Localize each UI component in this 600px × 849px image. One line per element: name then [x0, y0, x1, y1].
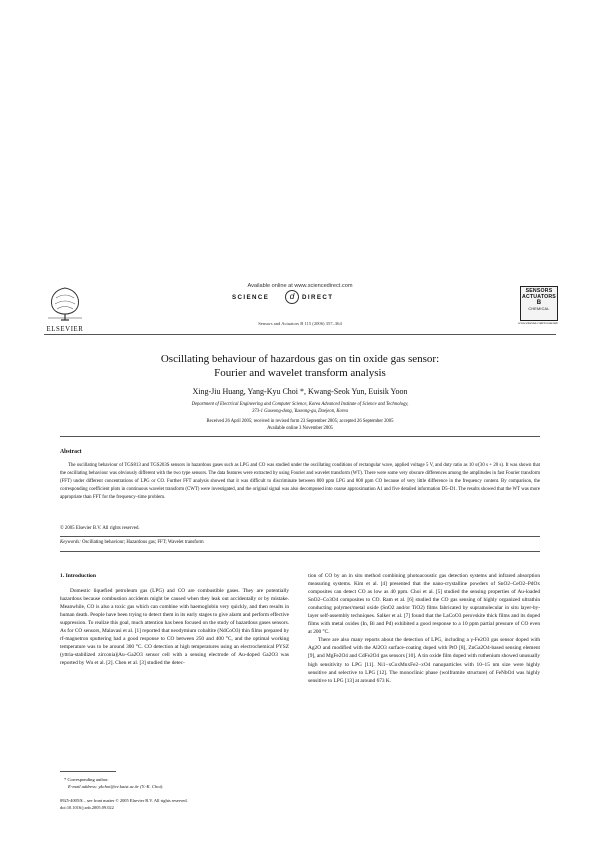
affiliation-line-2: 373-1 Guseong-dong, Yuseong-gu, Daejeon, Korea	[252, 409, 348, 414]
title-line-1: Oscillating behaviour of hazardous gas on tin oxide gas sensor:	[160, 353, 440, 365]
journal-logo-line-2: ACTUATORS	[522, 294, 556, 300]
abstract-body	[60, 462, 540, 502]
affiliation-line-1: Department of Electrical Engineering and Computer Science, Korea Advanced Institute of Science and Technology,	[191, 402, 409, 407]
keywords-rule	[60, 536, 540, 537]
issn-line	[60, 798, 320, 811]
available-online	[170, 283, 430, 289]
section-heading-introduction	[60, 573, 96, 579]
available-online-text: Available online at www.sciencedirect.com	[247, 283, 353, 289]
header-rule	[44, 334, 556, 335]
footnote-label: Corresponding author.	[67, 777, 109, 782]
abstract-bottom-rule	[60, 551, 540, 552]
copyright-text: © 2005 Elsevier B.V. All rights reserved.	[60, 526, 140, 531]
intro-paragraph-2: tion of CO by an in situ method combining photoacoustic gas detection systems and infrared absorption measuring systems. Kim et al. [4] presented that the nano-crystalline powders of SnO2–CeO2–PdOx composites can detect CO as low as 40 ppm. Choi et al. [5] studied the sensing properties of Au-loaded SnO2–Co3O4 composites to CO. Ram et al. [6] studied the CO gas sensing of highly organized ultrathin conducting polymer/metal oxide (SnO2 and/or TiO2) films fabricated by supramolecular in situ layer-by-layer self-assembly techniques. Salker et al. [7] found that the LaCoO3 perovskite thick films and its doped films with metal oxides (In, Bi and Pd) exhibited a good response to a 10 ppm partial pressure of CO even at 200 °C.	[308, 573, 540, 636]
dates	[44, 418, 556, 432]
journal-logo-line-1: SENSORS	[525, 288, 553, 294]
authors-text: Xing-Jiu Huang, Yang-Kyu Choi *, Kwang-Seok Yun, Euisik Yoon	[192, 387, 408, 396]
sciencedirect-left: SCIENCE	[232, 294, 270, 301]
footnote-email: E-mail address: ykchoi@ee.kaist.ac.kr (Y.-K. Choi).	[68, 784, 164, 789]
sciencedirect-right: DIRECT	[302, 294, 334, 301]
keywords	[60, 540, 204, 545]
title-line-2: Fourier and wavelet transform analysis	[214, 367, 386, 379]
issn-text: 0925-4005/$ – see front matter © 2005 Elsevier B.V. All rights reserved.	[60, 798, 188, 803]
intro-paragraph-3: There are also many reports about the detection of LPG, including a γ-Fe2O3 gas sensor doped with Ag2O and modified with the Al2O3 surface-coating doped with PtO [8], ZnGa2O4-based sensing element [9], and MgFe2O4 and CdFe2O4 gas sensors [10]. A tin oxide film doped with ruthenium showed unusually high sensitivity to LPG [11]. Ni1−xCoxMnxFe2−xO4 nanoparticles with 10–15 nm size were highly sensitive and selective to LPG [12]. The monoclinic phase (wolframite structure) of FeNbO4 was highly sensitive to LPG [13] at around 673 K.	[308, 637, 540, 684]
journal-url: www.elsevier.com/locate/snb	[518, 321, 558, 325]
elsevier-logo	[44, 284, 86, 333]
footnote	[60, 776, 300, 790]
abstract-text: The oscillating behaviour of TGS813 and TGS203S sensors in hazardous gases such as LPG and CO was studied under the oscillating conditions of rectangular wave, applied voltage 5 V, and duty ratio as 10 s/(30 s + 20 s). It was shown that the oscillating behaviour was obviously different with the two type sensors. The data features were extracted by using Fourier and wavelet transform (WT). There were some very obscure differences among the amplitudes in fast Fourier transform (FFT) under different concentrations of LPG or CO. Further FFT analysis showed that it was difficult to discriminate between 800 ppm LPG and 800 ppm CO because of very little difference in the frequency content. By comparison, the corresponding coefficient plots in continuous wavelet transform (CWT) were investigated, and the original signal was also decomposed into coarse approximation A1 and five detailed information D5–D1. The results showed that the WT was more appropriate than FFT for the frequency–time problem.	[60, 463, 540, 500]
elsevier-tree-icon	[44, 284, 86, 322]
paper-title	[44, 352, 556, 380]
abstract-heading-text: Abstract	[60, 449, 82, 455]
journal-ref-text: Sensors and Actuators B 115 (2006) 357–364	[258, 321, 342, 326]
sciencedirect-d-icon: d	[285, 290, 299, 304]
available-date: Available online 3 November 2005	[267, 426, 333, 431]
keywords-label: Keywords:	[60, 540, 81, 545]
left-column	[60, 587, 289, 667]
journal-logo-sub: CHEMICAL	[528, 307, 550, 311]
sciencedirect-logo	[222, 291, 378, 305]
doi-text: doi:10.1016/j.snb.2005.09.022	[60, 804, 114, 810]
received-dates: Received 26 April 2005; received in revised form 23 September 2005; accepted 26 September 2005	[206, 419, 394, 424]
journal-reference	[170, 321, 430, 327]
keywords-text: Oscillating behaviour; Hazardous gas; FFT; Wavelet transform	[82, 540, 204, 545]
copyright	[60, 526, 140, 531]
section-heading-text: 1. Introduction	[60, 573, 96, 579]
footnote-mark: *	[64, 777, 67, 782]
intro-paragraph-1: Domestic liquefied petroleum gas (LPG) and CO are combustible gases. They are potentially hazardous because combustion accidents might be caused when they leak out accidentally or by mistake. Meanwhile, CO is also a toxic gas which can combine with haemoglobin very quickly, and then results in human death. People have been trying to detect them in its early stages to give alarm and perform effective suppression. To realize this goal, much attention has been focused on the study of hazardous gases sensors. As for CO sensors, Malavasi et al. [1] reported that neodymium cobaltite (NdCoO3) thin films prepared by rf-magnetron sputtering had a good response to CO between 250 and 400 °C, and the optimal working temperature was to be around 300 °C. CO detection at high temperatures using an electrochemical PYSZ (yttria-stabilized zirconia)|Au–Ga2O3 sensor cell with a sensing electrode of Au-doped Ga2O3 was reported by Wu et al. [2]. Chen et al. [3] studied the detec-	[60, 588, 289, 667]
footnote-rule	[60, 771, 116, 772]
journal-logo-line-3: B	[536, 300, 542, 306]
journal-logo-title	[520, 288, 558, 312]
affiliation	[44, 401, 556, 415]
author-list	[44, 387, 556, 396]
abstract-heading	[60, 449, 82, 455]
elsevier-wordmark: ELSEVIER	[46, 326, 84, 333]
right-column	[308, 572, 540, 685]
abstract-top-rule	[60, 436, 540, 437]
journal-logo	[518, 286, 558, 326]
